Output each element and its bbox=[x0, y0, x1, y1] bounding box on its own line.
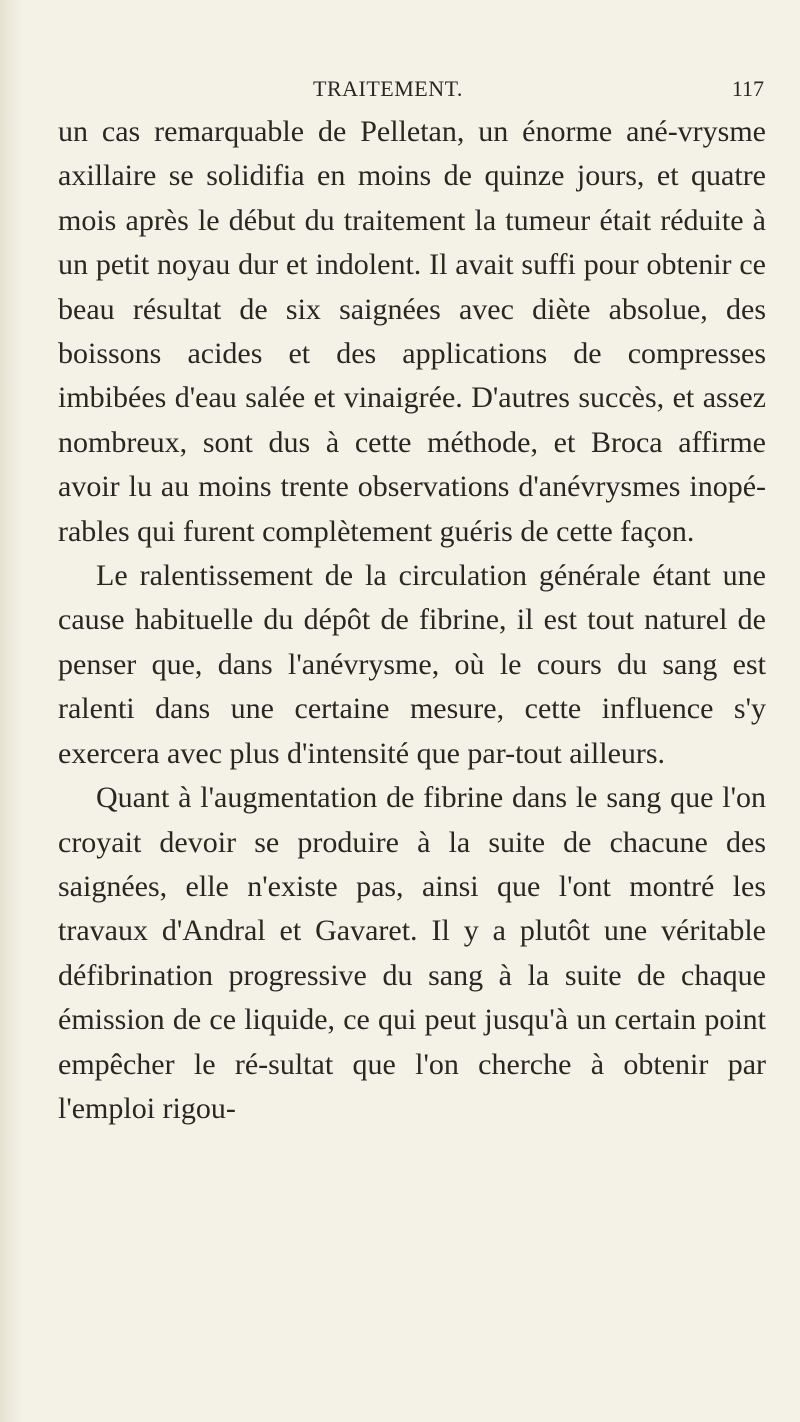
page-number: 117 bbox=[731, 76, 764, 101]
running-head bbox=[58, 76, 766, 110]
running-title: TRAITEMENT. bbox=[313, 76, 463, 101]
book-page bbox=[58, 76, 766, 1131]
page-edge-shadow bbox=[0, 0, 22, 1422]
paragraph-circulation: Le ralentissement de la circulation générale étant une cause habituelle du dépôt de fibrine, il est tout naturel de penser que, dans l'anévrysme, où le cours du sang est ralenti dans une certaine mesure, cette influence s'y exercera avec plus d'intensité que par-tout ailleurs. bbox=[58, 559, 766, 770]
paragraph-fibrine: Quant à l'augmentation de fibrine dans le sang que l'on croyait devoir se produire à la suite de chacune des saignées, elle n'existe pas, ainsi que l'ont montré les travaux d'Andral et Gavaret. Il y a plutôt une véritable défibrination progressive du sang à la suite de chaque émission de ce liquide, ce qui peut jusqu'à un certain point empêcher le ré-sultat que l'on cherche à obtenir par l'emploi rigou- bbox=[58, 781, 766, 1125]
body-text bbox=[58, 110, 766, 1131]
paragraph-continuation: un cas remarquable de Pelletan, un énorme ané-vrysme axillaire se solidifia en moins de quinze jours, et quatre mois après le début du traitement la tumeur était réduite à un petit noyau dur et indolent. Il avait suffi pour obtenir ce beau résultat de six saignées avec diète absolue, des boissons acides et des applications de compresses imbibées d'eau salée et vinaigrée. D'autres succès, et assez nombreux, sont dus à cette méthode, et Broca affirme avoir lu au moins trente observations d'anévrysmes inopé-rables qui furent complètement guéris de cette façon. bbox=[58, 115, 766, 548]
